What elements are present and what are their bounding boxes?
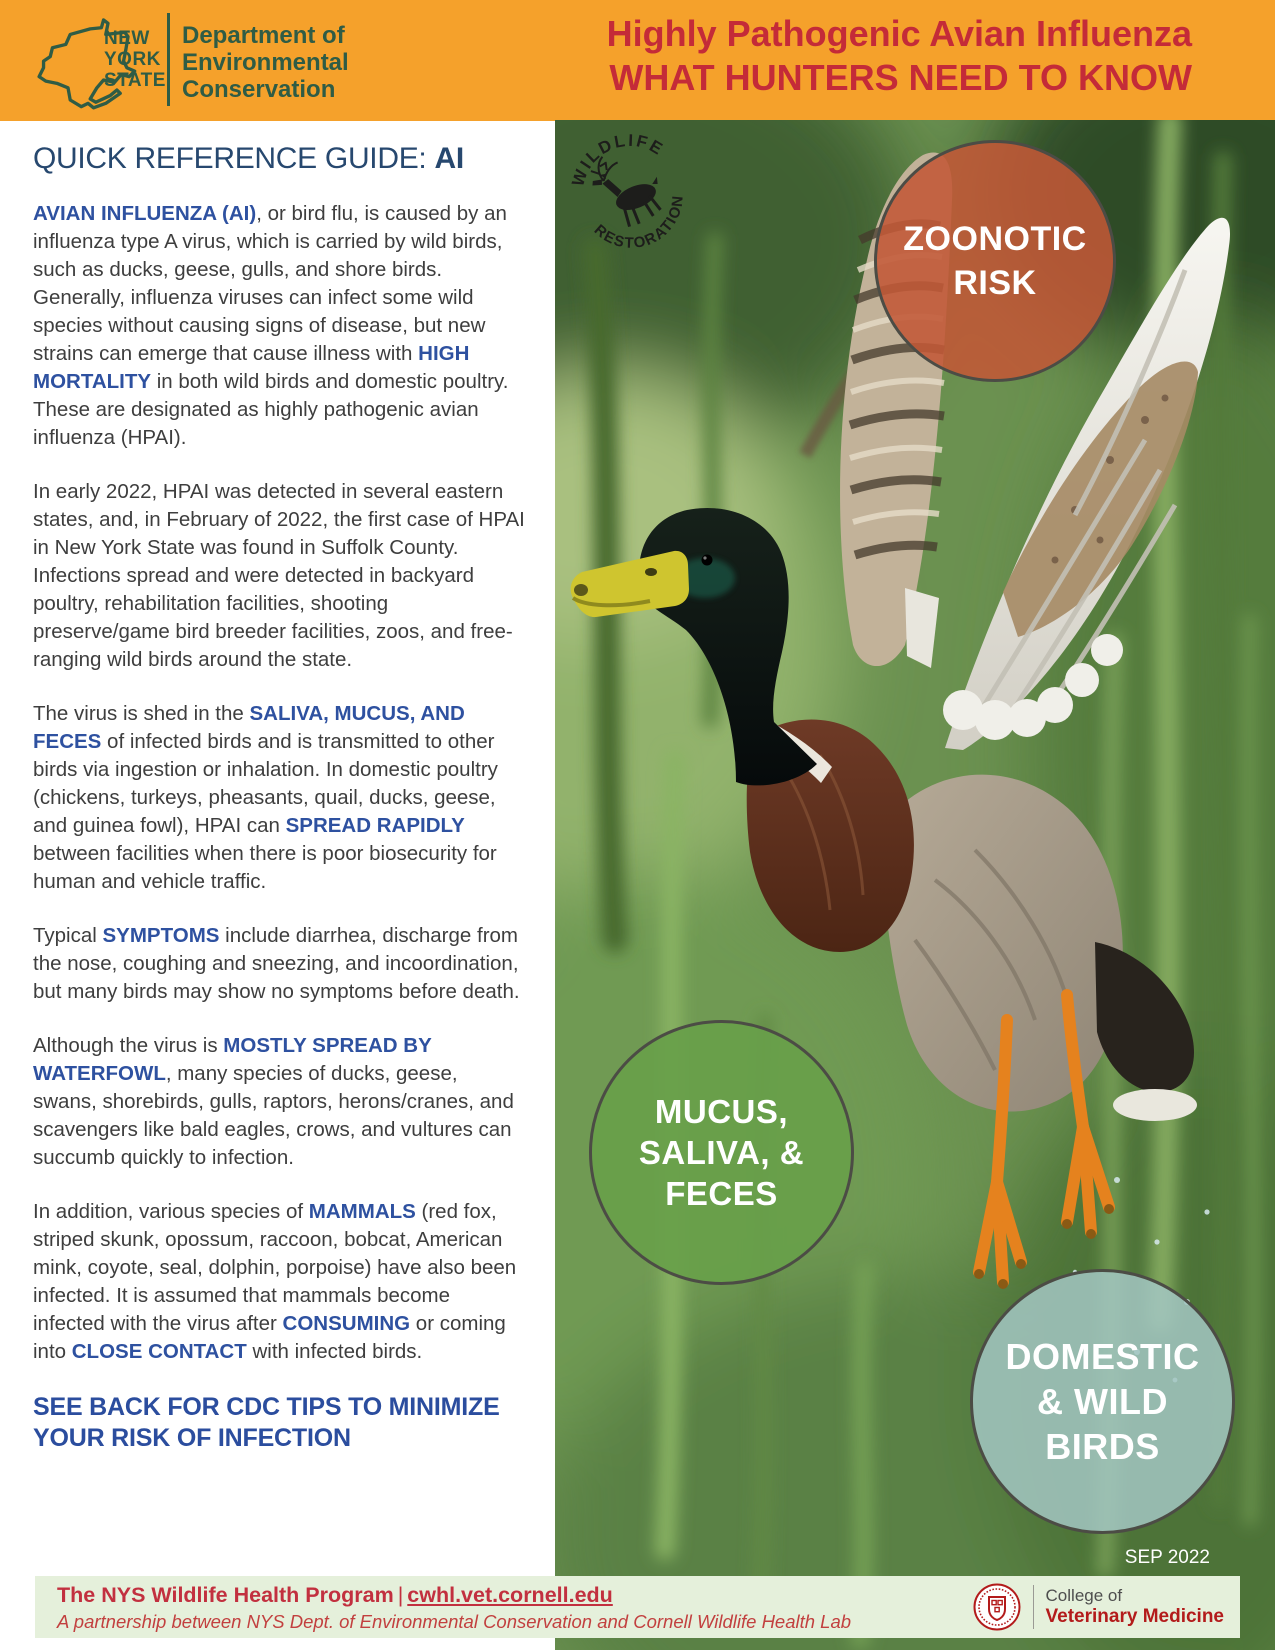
- college-name-top: College of: [1045, 1586, 1123, 1605]
- paragraph: The virus is shed in the SALIVA, MUCUS, AND FECES of infected birds and is transmitted to other birds via ingestion or inhalation. In domestic poultry (chickens, turkeys, pheasants, quail, ducks, geese, and guinea fowl), HPAI can SPREAD RAPIDLY between facilities when there is poor biosecurity for human and vehicle traffic.: [33, 702, 498, 893]
- title-line-2: WHAT HUNTERS NEED TO KNOW: [609, 57, 1192, 98]
- svg-text:WILDLIFE: WILDLIFE: [568, 130, 668, 189]
- publication-date: SEP 2022: [1124, 1547, 1210, 1568]
- paragraph: In early 2022, HPAI was detected in several eastern states, and, in February of 2022, the first case of HPAI in New York State was found in Suffolk County. Infections spread and were detected in backyard poultry, rehabilitation facilities, shooting preserve/game bird breeder facilities, zoos, and free-ranging wild birds around the state.: [33, 480, 525, 671]
- article-column: [0, 121, 555, 1650]
- badge-zoonotic-risk: ZOONOTIC RISK: [874, 140, 1116, 382]
- header-banner: [0, 0, 1275, 121]
- article-paragraphs: [33, 200, 525, 1366]
- badge-domestic-wild-birds: DOMESTIC & WILD BIRDS: [970, 1269, 1235, 1534]
- badge-mucus-saliva-feces: MUCUS, SALIVA, & FECES: [589, 1020, 854, 1285]
- cornell-seal-icon: [973, 1583, 1021, 1631]
- program-name: The NYS Wildlife Health Program: [57, 1583, 394, 1607]
- footer-bar: The NYS Wildlife Health Program | cwhl.vet.cornell.edu A partnership between NYS Dept. of Environmental Conservation and Cornell Wildlife Health Lab College of Veterinary Medicine: [35, 1576, 1240, 1638]
- paragraph: In addition, various species of MAMMALS (red fox, striped skunk, opossum, raccoon, bobcat, American mink, coyote, seal, dolphin, porpoise) have also been infected. It is assumed that mammals become infected with the virus after CONSUMING or coming into CLOSE CONTACT with infected birds.: [33, 1200, 517, 1363]
- partnership-note: A partnership between NYS Dept. of Environmental Conservation and Cornell Wildlife Health Lab: [57, 1611, 852, 1632]
- paragraph: AVIAN INFLUENZA (AI), or bird flu, is caused by an influenza type A virus, which is carried by wild birds, such as ducks, geese, gulls, and shore birds. Generally, influenza viruses can infect some wild species without causing signs of disease, but new strains can emerge that cause illness with HIGH MORTALITY in both wild birds and domestic poultry. These are designated as highly pathogenic avian influenza (HPAI).: [33, 202, 509, 449]
- wildlife-restoration-stamp: [565, 128, 695, 258]
- agency-name: Department of Environmental Conservation: [182, 22, 349, 103]
- college-divider: [1033, 1585, 1034, 1629]
- svg-text:RESTORATION: RESTORATION: [590, 193, 687, 252]
- section-heading: QUICK REFERENCE GUIDE: AI: [33, 142, 464, 175]
- title-line-1: Highly Pathogenic Avian Influenza: [606, 13, 1192, 54]
- header-logo-divider: [167, 13, 170, 106]
- college-name-bottom: Veterinary Medicine: [1045, 1606, 1224, 1627]
- mallard-photo: [555, 120, 1275, 1650]
- cdc-callout: SEE BACK FOR CDC TIPS TO MINIMIZE YOUR RISK OF INFECTION: [33, 1393, 500, 1452]
- ny-state-wordmark: NEW YORK STATE: [104, 28, 166, 91]
- paragraph: Typical SYMPTOMS include diarrhea, discharge from the nose, coughing and sneezing, and incoordination, but many birds may show no symptoms before death.: [33, 924, 520, 1003]
- program-url-link[interactable]: cwhl.vet.cornell.edu: [407, 1583, 613, 1607]
- document-title: [607, 12, 1192, 100]
- paragraph: Although the virus is MOSTLY SPREAD BY WATERFOWL, many species of ducks, geese, swans, shorebirds, gulls, raptors, herons/cranes, and scavengers like bald eagles, crows, and vultures can succumb quickly to infection.: [33, 1034, 514, 1169]
